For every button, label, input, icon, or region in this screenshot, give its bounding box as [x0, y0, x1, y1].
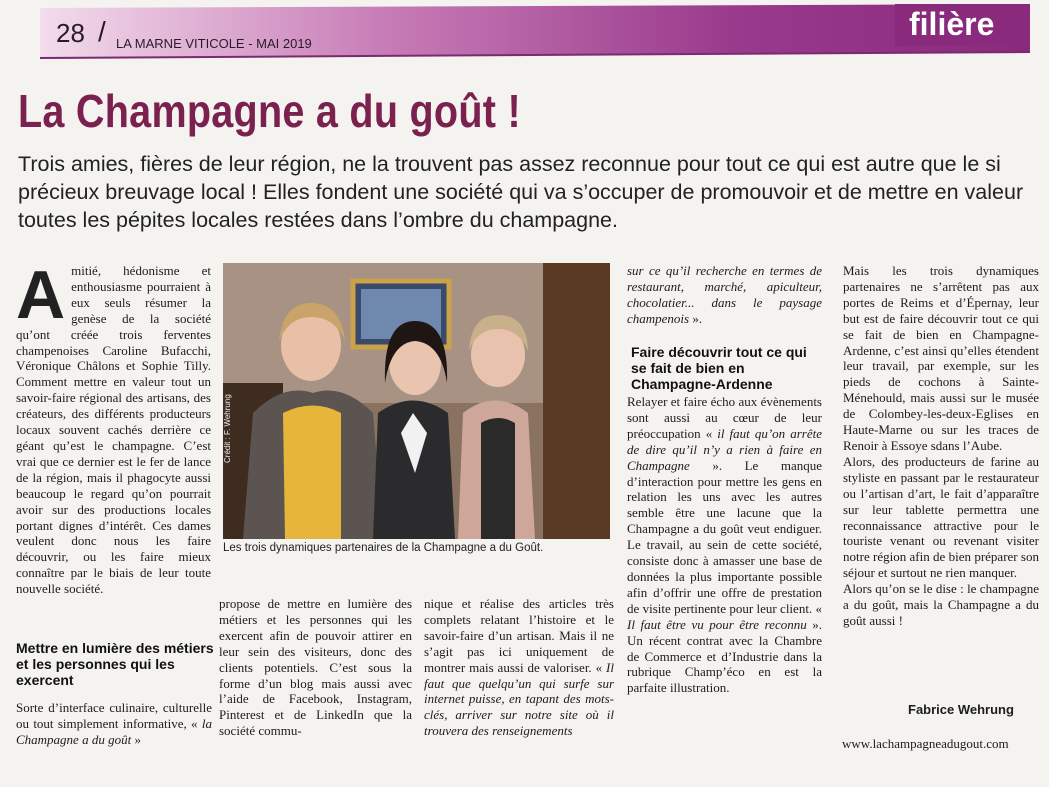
column-5-p2: Alors, des producteurs de farine au styliste en passant par le restaurateur ou l’artisan d’art, le fait d’apparaître sur leur tablette permettra une reconnaissance attractive pour le touriste venant ou revenant visiter notre région afin de bien préparer son séjour et surtout ne rien manquer. — [843, 453, 1039, 581]
dropcap: A — [16, 257, 66, 333]
column-1 — [16, 257, 211, 597]
subhead-2: Faire découvrir tout ce qui se fait de bien en Champagne-Ardenne — [631, 344, 807, 392]
page-number: 28 — [56, 18, 85, 48]
quote-continuation: sur ce qu’il recherche en termes de restaurant, marché, apiculteur, chocolatier... dans le paysage champenois — [627, 263, 822, 326]
column-5-p3: Alors qu’on se le dise : le champagne a du goût, mais la Champagne a du goût aussi ! — [843, 581, 1039, 628]
quote-italic: Il faut que quelqu’un qui surfe sur internet puisse, en tapant des mots-clés, arriver sur notre site où il trouvera des renseignements — [424, 659, 614, 739]
subhead-1: Mettre en lumière des métiers et les personnes qui les exercent — [16, 640, 214, 688]
blog-name-italic: la Champagne a du goût — [16, 715, 212, 747]
author-signature: Fabrice Wehrung — [908, 702, 1014, 717]
section-label: filière — [909, 6, 995, 42]
column-4: Relayer et faire écho aux évènements sont aussi au cœur de leur préoccupation « il faut qu’on arrête de dire qu’il n’y a rien à faire en Champagne ». Le manque d’interaction pour mettre les gens en relation les uns avec les autres semble être une lacune que la Champagne a du goût veut endiguer. Le travail, au sein de cette société, consiste donc à amasser une base de données la plus importante possible afin d’offrir une offre de prestation de visite pertinente pour leur client. « Il faut être vu pour être reconnu ». Un récent contrat avec la Chambre de Commerce et d’Industrie dans la rubrique Champ’éco en est la parfaite illustration. — [627, 394, 822, 696]
page-header — [0, 0, 1049, 66]
photo-illustration — [223, 263, 610, 539]
publication-name: LA MARNE VITICOLE - MAI 2019 — [116, 36, 312, 51]
photo-caption: Les trois dynamiques partenaires de la Champagne a du Goût. — [223, 542, 544, 554]
article-photo — [223, 263, 610, 539]
article-lead: Trois amies, fières de leur région, ne la trouvent pas assez reconnue pour tout ce qui est autre que le si précieux breuvage local ! Elles fondent une société qui va s’occuper de promouvoir et de mettre en valeur toutes les pépites locales restées dans l’ombre du champagne. — [18, 152, 1024, 232]
column-1-continued: Sorte d’interface culinaire, culturelle ou tout simplement informative, « la Champagne a du goût » — [16, 700, 212, 747]
column-3: nique et réalise des articles très complets relatant l’histoire et le savoir-faire d’un artisan. Mais il ne s’agit pas ici uniquement de montrer mais aussi de valoriser. « Il faut que quelqu’un qui surfe sur internet puisse, en tapant des mots-clés, arriver sur notre site où il trouvera des renseignements — [424, 596, 614, 739]
article-title: La Champagne a du goût ! — [18, 85, 521, 137]
column-2 — [219, 596, 412, 739]
column-5-p1: Mais les trois dynamiques partenaires ne s’arrêtent pas aux portes de Reims et d’Épernay, leur but est de faire découvrir tout ce qui se fait de bien en Champagne-Ardenne, c’est ainsi qu’elles étendent leur travail, par exemple, sur les pieds de cochons à Sainte-Ménehould, mais aussi sur le musée de Colombey-les-deux-Eglises en Haute-Marne ou sur les traces de Renoir à Essoye sdans l’Aube. — [843, 263, 1039, 453]
header-band-graphic — [0, 0, 1049, 66]
header-slash: / — [98, 16, 106, 47]
photo-credit: Crédit : F. Wehrung — [223, 394, 232, 463]
column-5 — [843, 263, 1039, 629]
column-4-top: sur ce qu’il recherche en termes de restaurant, marché, apiculteur, chocolatier... dans le paysage champenois ». — [627, 263, 822, 326]
column-2-text: propose de mettre en lumière des métiers et les personnes qui les exercent afin de pouvoir attirer en leur sein des visiteurs, donc des clients potentiels. C’est sous la forme d’un blog mais aussi avec l’aide de Facebook, Instagram, Pinterest et de LinkedIn que la société commu- — [219, 596, 412, 739]
column-1-text: mitié, hédonisme et enthousiasme pourraient à eux seuls résumer la genèse de la société qu’ont créée trois ferventes champenoises Caroline Bufacchi, Véronique Châlons et Sophie Tilly. Comment mettre en valeur tout un savoir-faire régional des artisans, des créateurs, des différents producteurs locaux souvent cachés derrière ce géant qu’est le champagne. C’est vrai que ce dernier est le fer de lance de la région, mais il phagocyte aussi beaucoup le regard qu’on pourrait avoir sur des productions locales portant dignes d’intérêt. Ces dames veulent donc nous les faire découvrir, ou les faire mieux connaître par le biais de leur toute nouvelle société. — [16, 263, 211, 597]
website-url: www.lachampagneadugout.com — [842, 736, 1009, 751]
